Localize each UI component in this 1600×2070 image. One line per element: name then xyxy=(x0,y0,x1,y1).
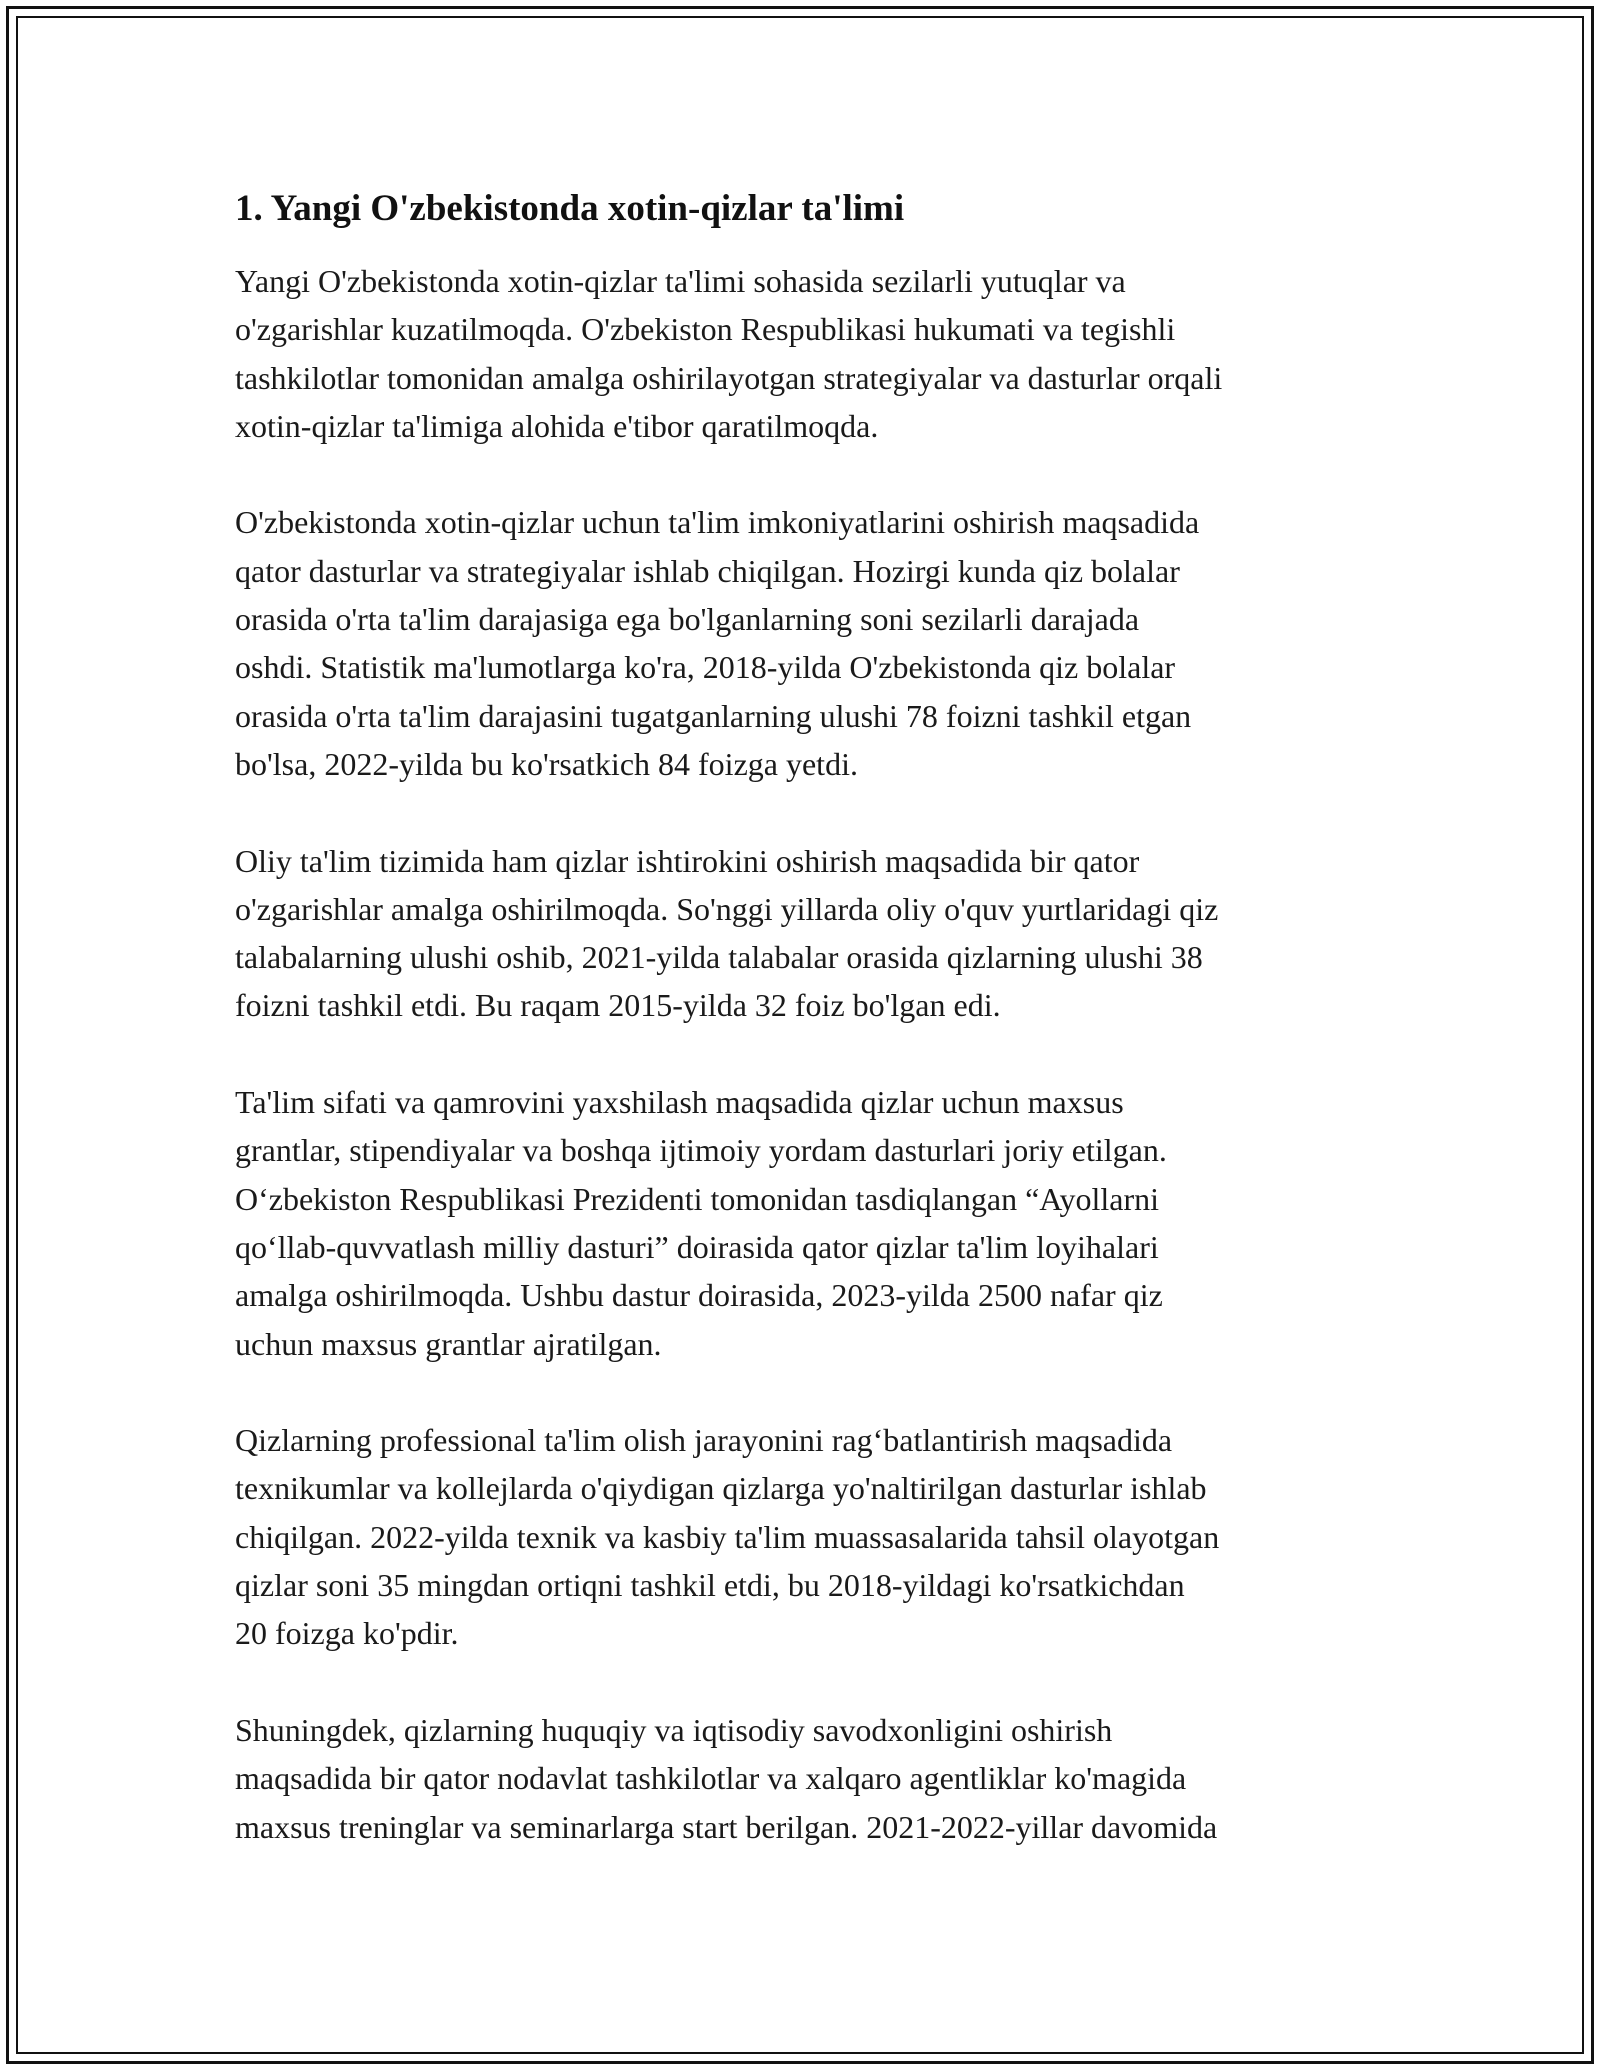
text-line: qizlar soni 35 mingdan ortiqni tashkil etdi, bu 2018-yildagi ko'rsatkichdan xyxy=(235,1567,1185,1604)
text-line: o'zgarishlar amalga oshirilmoqda. So'nggi yillarda oliy o'quv yurtlaridagi qiz xyxy=(235,890,1219,927)
text-line: foizni tashkil etdi. Bu raqam 2015-yilda 32 foiz bo'lgan edi. xyxy=(235,987,1001,1024)
text-line: Oliy ta'lim tizimida ham qizlar ishtirokini oshirish maqsadida bir qator xyxy=(235,842,1140,879)
text-line: grantlar, stipendiyalar va boshqa ijtimoiy yordam dasturlari joriy etilgan. xyxy=(235,1132,1167,1169)
text-line: O‘zbekiston Respublikasi Prezidenti tomonidan tasdiqlangan “Ayollarni xyxy=(235,1180,1159,1217)
paragraph-1 xyxy=(235,257,1375,450)
text-line: Shuningdek, qizlarning huquqiy va iqtisodiy savodxonligini oshirish xyxy=(235,1711,1113,1748)
text-line: 20 foizga ko'pdir. xyxy=(235,1615,459,1652)
text-line: Ta'lim sifati va qamrovini yaxshilash maqsadida qizlar uchun maxsus xyxy=(235,1084,1124,1121)
text-line: maqsadida bir qator nodavlat tashkilotlar va xalqaro agentliklar ko'magida xyxy=(235,1760,1187,1797)
text-line: Yangi O'zbekistonda xotin-qizlar ta'limi sohasida sezilarli yutuqlar va xyxy=(235,263,1126,299)
document-body xyxy=(235,185,1375,1899)
text-line: xotin-qizlar ta'limiga alohida e'tibor qaratilmoqda. xyxy=(235,407,879,444)
text-line: bo'lsa, 2022-yilda bu ko'rsatkich 84 foizga yetdi. xyxy=(235,745,858,782)
text-line: o'zgarishlar kuzatilmoqda. O'zbekiston Respublikasi hukumati va tegishli xyxy=(235,311,1176,348)
paragraph-5 xyxy=(235,1416,1375,1657)
text-line: maxsus treninglar va seminarlarga start berilgan. 2021-2022-yillar davomida xyxy=(235,1808,1218,1845)
text-line: qator dasturlar va strategiyalar ishlab chiqilgan. Hozirgi kunda qiz bolalar xyxy=(235,552,1180,589)
text-line: Qizlarning professional ta'lim olish jarayonini rag‘batlantirish maqsadida xyxy=(235,1422,1173,1459)
text-line: qo‘llab-quvvatlash milliy dasturi” doirasida qator qizlar ta'lim loyihalari xyxy=(235,1228,1159,1265)
section-heading: 1. Yangi O'zbekistonda xotin-qizlar ta'limi xyxy=(235,188,905,229)
text-line: talabalarning ulushi oshib, 2021-yilda talabalar orasida qizlarning ulushi 38 xyxy=(235,939,1203,976)
text-line: tashkilotlar tomonidan amalga oshirilayotgan strategiyalar va dasturlar orqali xyxy=(235,359,1223,396)
paragraph-2 xyxy=(235,498,1375,788)
text-line: orasida o'rta ta'lim darajasini tugatganlarning ulushi 78 foizni tashkil etgan xyxy=(235,697,1192,734)
paragraph-4 xyxy=(235,1078,1375,1368)
text-line: amalga oshirilmoqda. Ushbu dastur doirasida, 2023-yilda 2500 nafar qiz xyxy=(235,1277,1163,1314)
text-line: orasida o'rta ta'lim darajasiga ega bo'lganlarning soni sezilarli darajada xyxy=(235,601,1140,638)
paragraph-3 xyxy=(235,837,1375,1030)
text-line: oshdi. Statistik ma'lumotlarga ko'ra, 2018-yilda O'zbekistonda qiz bolalar xyxy=(235,649,1176,686)
text-line: uchun maxsus grantlar ajratilgan. xyxy=(235,1325,662,1362)
text-line: texnikumlar va kollejlarda o'qiydigan qizlarga yo'naltirilgan dasturlar ishlab xyxy=(235,1470,1207,1507)
paragraph-6 xyxy=(235,1706,1375,1851)
text-line: O'zbekistonda xotin-qizlar uchun ta'lim imkoniyatlarini oshirish maqsadida xyxy=(235,504,1200,541)
text-line: chiqilgan. 2022-yilda texnik va kasbiy ta'lim muassasalarida tahsil olayotgan xyxy=(235,1518,1220,1555)
